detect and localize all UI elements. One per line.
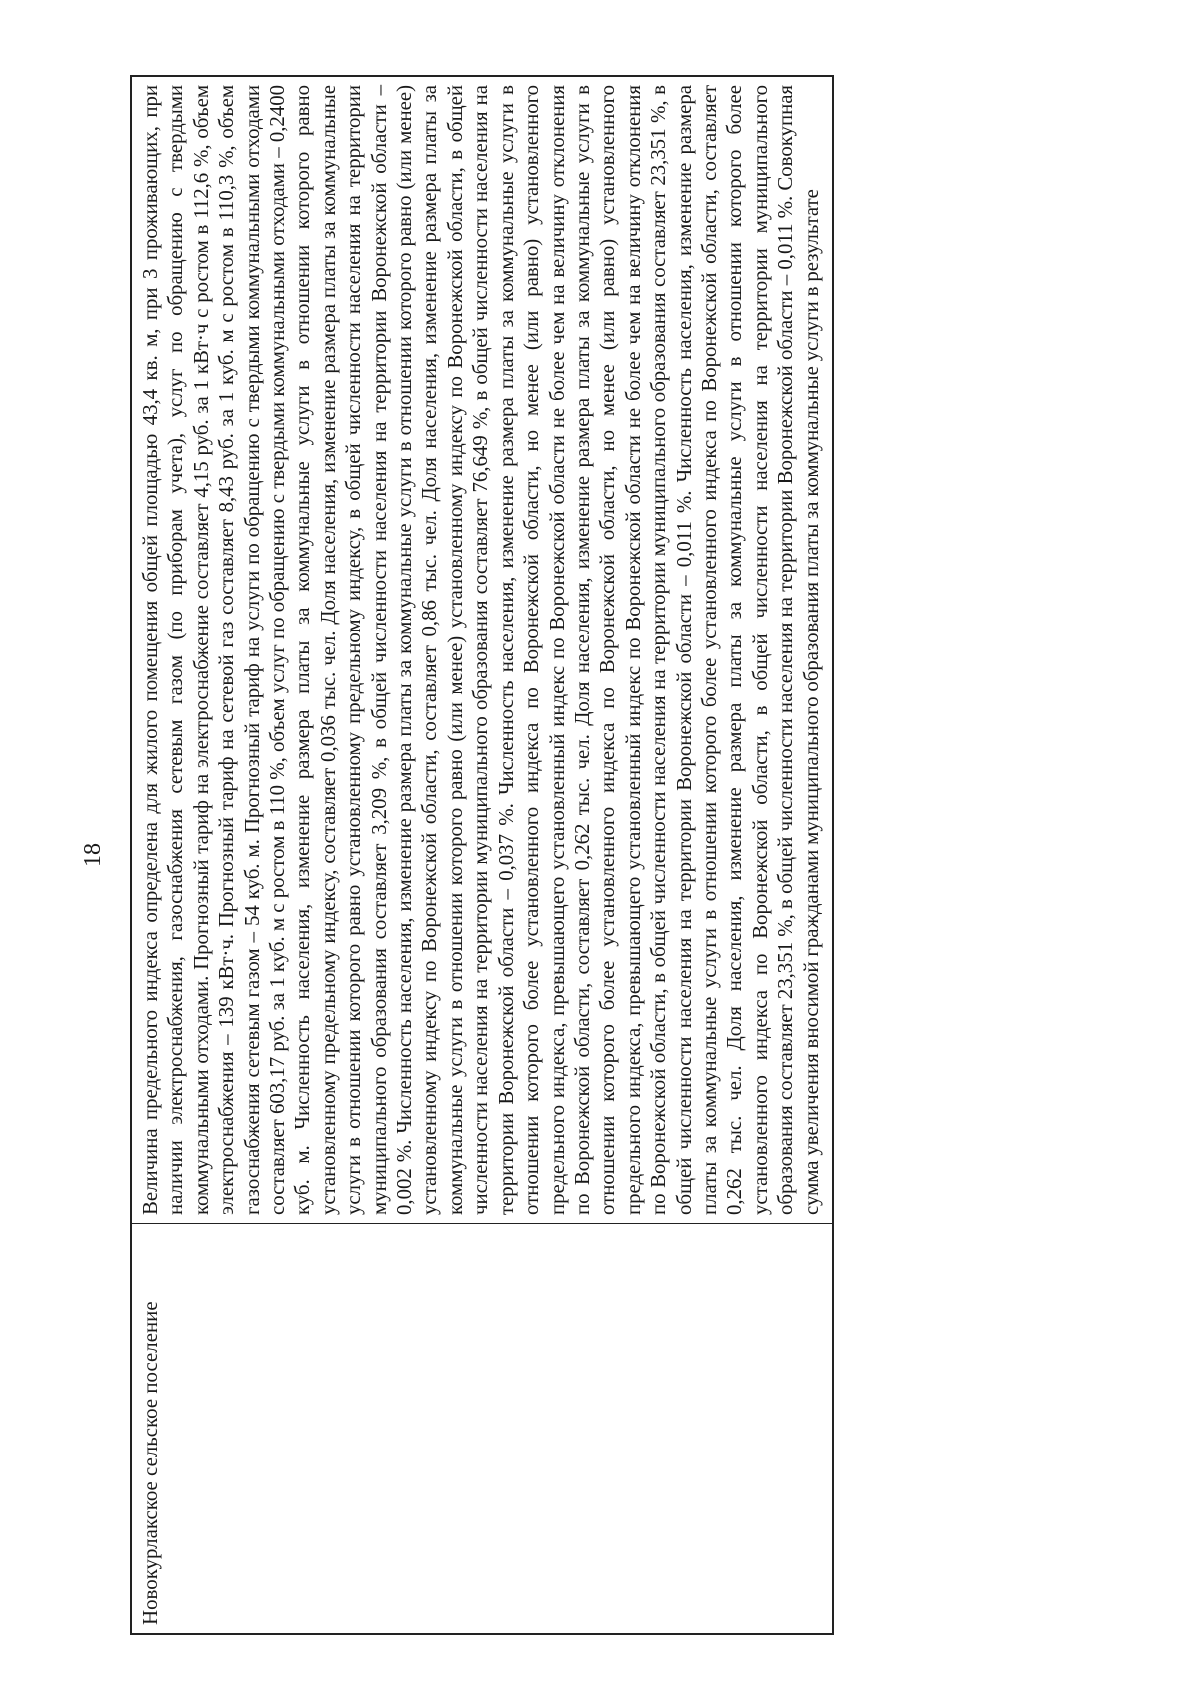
rotated-page <box>60 75 1140 1635</box>
settlement-name-cell: Новокурлакское сельское поселение <box>132 1223 832 1633</box>
index-table <box>130 75 834 1635</box>
index-description-cell: Величина предельного индекса определена для жилого помещения общей площадью 43,4 кв. м, при 3 проживающих, при наличии электроснабжения, газоснабжения сетевым газом (по приборам учета), услуг по обращению с твердыми коммунальными отходами. Прогнозный тариф на электроснабжение составляет 4,15 руб. за 1 кВт·ч с ростом в 112,6 %, объем электроснабжения – 139 кВт·ч. Прогнозный тариф на сетевой газ составляет 8,43 руб. за 1 куб. м с ростом в 110,3 %, объем газоснабжения сетевым газом – 54 куб. м. Прогнозный тариф на услуги по обращению с твердыми коммунальными отходами составляет 603,17 руб. за 1 куб. м с ростом в 110 %, объем услуг по обращению с твердыми коммунальными отходами – 0,2400 куб. м. Численность населения, изменение размера платы за коммунальные услуги в отношении которого равно установленному предельному индексу, составляет 0,036 тыс. чел. Доля населения, изменение размера платы за коммунальные услуги в отношении которого равно установленному предельному индексу, в общей численности населения на территории муниципального образования составляет 3,209 %, в общей численности населения на территории Воронежской области – 0,002 %. Численность населения, изменение размера платы за коммунальные услуги в отношении которого равно (или менее) установленному индексу по Воронежской области, составляет 0,86 тыс. чел. Доля населения, изменение размера платы за коммунальные услуги в отношении которого равно (или менее) установленному индексу по Воронежской области, в общей численности населения на территории муниципального образования составляет 76,649 %, в общей численности населения на территории Воронежской области – 0,037 %. Численность населения, изменение размера платы за коммунальные услуги в отношении которого более установленного индекса по Воронежской области, но менее (или равно) установленного предельного индекса, превышающего установленный индекс по Воронежской области не более чем на величину отклонения по Воронежской области, составляет 0,262 тыс. чел. Доля населения, изменение размера платы за коммунальные услуги в отношении которого более установленного индекса по Воронежской области, но менее (или равно) установленного предельного индекса, превышающего установленный индекс по Воронежской области не более чем на величину отклонения по Воронежской области, в общей численности населения на территории муниципального образования составляет 23,351 %, в общей численности населения на территории Воронежской области – 0,011 %. Численность населения, изменение размера платы за коммунальные услуги в отношении которого более установленного индекса по Воронежской области, составляет 0,262 тыс. чел. Доля населения, изменение размера платы за коммунальные услуги в отношении которого более установленного индекса по Воронежской области, в общей численности населения на территории муниципального образования составляет 23,351 %, в общей численности населения на территории Воронежской области – 0,011 %. Совокупная сумма увеличения вносимой гражданами муниципального образования платы за коммунальные услуги в результате <box>138 85 823 1215</box>
page-number: 18 <box>80 843 106 867</box>
